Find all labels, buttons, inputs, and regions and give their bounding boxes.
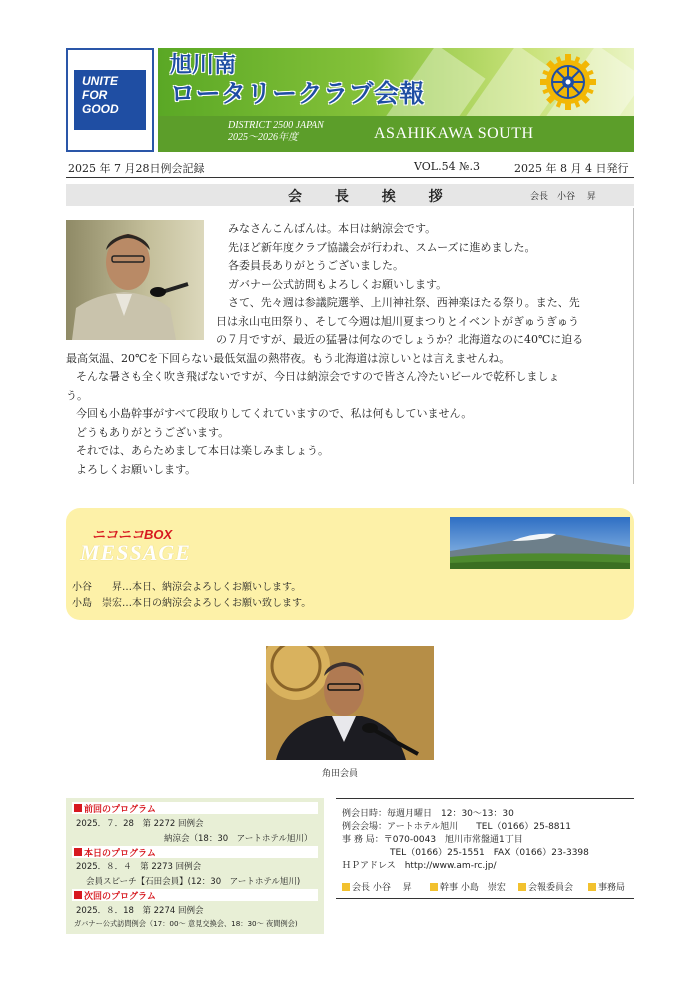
greeting-line-3: 各委員長ありがとうございました。 <box>228 259 404 272</box>
greeting-heading-bar <box>66 184 634 206</box>
unite-for-good-badge <box>74 70 146 130</box>
newsletter-name: ロータリークラブ会報 <box>170 79 426 108</box>
greeting-line-5: さて、先々週は参議院選挙、上川神社祭、西神楽ほたる祭り。また、先 <box>228 296 580 309</box>
greeting-line-2: 先ほど新年度クラブ協議会が行われ、スムーズに進めました。 <box>228 240 536 254</box>
column-divider <box>633 208 634 484</box>
member-photo-caption: 角田会員 <box>322 769 359 779</box>
next-program-date: 2025．８．18 第 2274 回例会 <box>76 906 204 916</box>
greeting-line-9: そんな暑さも全く吹き飛ばないですが、今日は納涼会ですので皆さん冷たいビールで乾杯しましょ <box>76 370 560 383</box>
nikoniko-message-2: 小島 崇宏…本日の納涼会よろしくお願い致します。 <box>72 598 312 609</box>
office-label: 事務局 <box>598 883 626 893</box>
prev-program-date: 2025．７．28 第 2272 回例会 <box>76 819 204 829</box>
president-photo <box>66 220 204 340</box>
club-english-name: ASAHIKAWA SOUTH <box>374 125 534 142</box>
greeting-line-8: 最高気温、20℃を下回らない最低気温の熱帯夜。もう北海道は涼しいとは言えませんね。 <box>66 351 511 365</box>
bulletin-committee-label: 会報委員会 <box>528 883 574 893</box>
red-square-icon <box>74 848 82 856</box>
greeting-line-7: の７月ですが、最近の猛暑は何なのでしょうか？北海道なのに40℃に迫る <box>216 333 584 346</box>
next-program-title: 次回のプログラム <box>84 892 156 902</box>
greeting-line-12: どうもありがとうございます。 <box>76 425 230 439</box>
meeting-record-date: 2025 年 7 月28日例会記録 <box>68 162 205 175</box>
nikoniko-message-1: 小谷 昇…本日、納涼会よろしくお願いします。 <box>72 582 302 593</box>
district-info <box>228 120 324 144</box>
message-heading: MESSAGE <box>80 540 191 565</box>
homepage-address: ＨＰアドレス http://www.am-rc.jp/ <box>342 861 497 871</box>
mountain-photo <box>450 517 630 569</box>
next-program-heading <box>72 889 318 901</box>
greeting-line-11: 今回も小島幹事がすべて段取りしてくれていますので、私は何もしていません。 <box>76 407 473 420</box>
greeting-author: 会長 小谷 昇 <box>530 192 596 202</box>
club-info-rule-top <box>336 798 634 799</box>
prev-program-detail: 納涼会（18：30 アートホテル旭川） <box>164 834 313 844</box>
prev-program-title: 前回のプログラム <box>84 805 156 815</box>
logo-line-3: GOOD <box>82 102 119 116</box>
district-name: DISTRICT 2500 JAPAN <box>228 120 324 131</box>
red-square-icon <box>74 891 82 899</box>
logo-line-2: FOR <box>82 88 108 102</box>
issue-date: 2025 年 8 月 4 日発行 <box>514 162 629 175</box>
rotary-wheel-icon <box>538 52 598 112</box>
greeting-line-13: それでは、あらためまして本日は楽しみましょう。 <box>76 444 329 457</box>
greeting-line-14: よろしくお願いします。 <box>76 462 197 476</box>
member-photo <box>266 646 434 760</box>
greeting-line-10: う。 <box>66 388 88 402</box>
today-program-detail: 会員スピーチ【石田会員】(12：30 アートホテル旭川) <box>86 877 301 887</box>
greeting-title: 会 長 挨 拶 <box>288 189 457 205</box>
meeting-time: 例会日時：毎週月曜日 12：30～13：30 <box>342 809 514 819</box>
today-program-title: 本日のプログラム <box>84 849 156 859</box>
yellow-square-icon <box>588 883 596 891</box>
today-program-heading <box>72 846 318 858</box>
rotary-year: 2025～2026年度 <box>228 132 298 143</box>
today-program-date: 2025．８．４ 第 2273 回例会 <box>76 862 202 872</box>
office-tel-fax: TEL（0166）25-1551 FAX（0166）23-3398 <box>390 848 589 858</box>
speaker-silhouette <box>66 220 204 340</box>
prev-program-heading <box>72 802 318 814</box>
volume-number: VOL.54 №.3 <box>414 160 480 173</box>
officer-president <box>342 880 412 893</box>
mountain-landscape <box>450 517 630 569</box>
logo-line-1: UNITE <box>82 74 118 88</box>
yellow-square-icon <box>342 883 350 891</box>
program-panel <box>66 798 324 934</box>
club-city: 旭川南 <box>170 53 237 78</box>
yellow-square-icon <box>518 883 526 891</box>
officer-president-name: 会長 小谷 昇 <box>352 883 412 893</box>
meeting-venue: 例会会場：アートホテル旭川 TEL（0166）25-8811 <box>342 822 571 832</box>
nikoniko-title: ニコニコBOX <box>92 527 173 542</box>
greeting-line-6: 日は永山屯田祭り、そして今週は旭川夏まつりとイベントがぎゅうぎゅう <box>216 314 579 328</box>
red-square-icon <box>74 804 82 812</box>
header-rule <box>66 177 634 178</box>
officer-secretary-name: 幹事 小島 崇宏 <box>440 883 506 893</box>
club-info-rule-bottom <box>336 898 634 899</box>
masthead-subbar <box>158 116 634 152</box>
greeting-line-1: みなさんこんばんは。本日は納涼会です。 <box>228 222 437 235</box>
greeting-line-4: ガバナー公式訪問もよろしくお願いします。 <box>228 277 448 291</box>
officer-secretary <box>430 880 506 893</box>
officer-office <box>588 880 625 893</box>
next-program-detail: ガバナー公式訪問例会（17：00～ 意見交換会、18：30～ 夜間例会) <box>74 919 298 928</box>
yellow-square-icon <box>430 883 438 891</box>
officer-bulletin-committee <box>518 880 573 893</box>
member-speaking <box>266 646 434 760</box>
masthead-title <box>170 52 425 108</box>
rotary-theme-logo <box>66 48 154 152</box>
office-address: 事 務 局：〒070-0043 旭川市常盤通1丁目 <box>342 835 523 845</box>
